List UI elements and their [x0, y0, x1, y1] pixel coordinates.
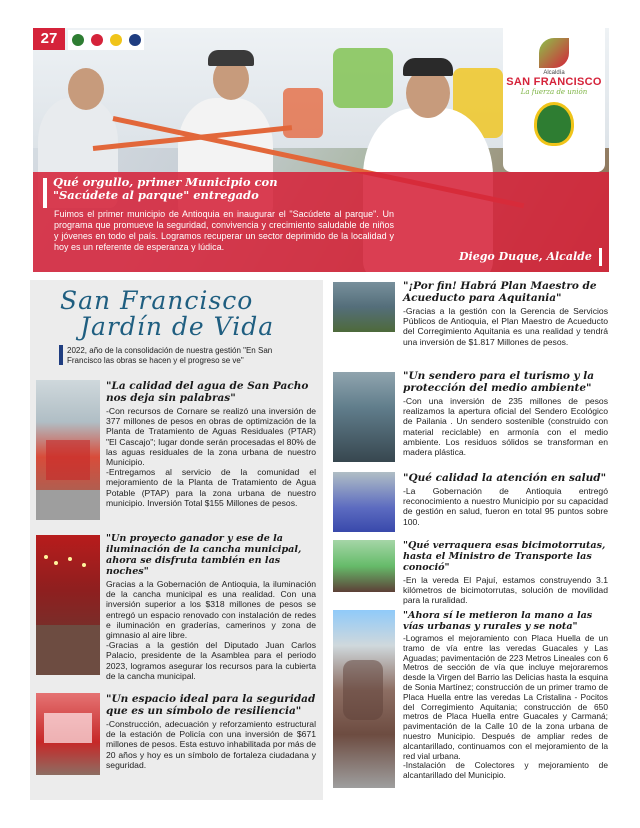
photo-aqueduct: [333, 282, 395, 332]
article-bike-routes: [403, 540, 608, 606]
article-photo-street: [36, 380, 100, 520]
article-title: "Qué calidad la atención en salud": [403, 472, 607, 484]
leaf-logo-icon: [539, 38, 569, 68]
article-water-quality: [106, 380, 316, 508]
signature-accent-bar: [599, 248, 602, 266]
script-title-line2: Jardín de Vida: [80, 312, 275, 341]
photo-bike-routes: [333, 540, 395, 592]
photo-trail: [333, 372, 395, 462]
article-photo-police-station: [36, 693, 100, 775]
logo-icon: [91, 34, 103, 46]
tagline: 2022, año de la consolidación de nuestra gestión "En San Francisco las obras se hacen y el progreso se ve": [67, 346, 273, 365]
brand-slogan: La fuerza de unión: [520, 88, 588, 96]
article-body: -Con una inversión de 235 millones de pesos realizamos la apertura oficial del Sendero Ecológico de Pailania . Un sendero sostenible (construido con material reciclable) en armonía con el medio ambiente. Los residuos sólidos se transforman en madera plástica.: [403, 396, 608, 458]
partner-logos: [68, 30, 144, 50]
page-number: 27: [33, 28, 65, 50]
article-body: -Logramos el mejoramiento con Placa Huella de un tramo de vía entre las veredas Guacales y Las Aguadas; pavimentación de 223 Metros Lineales con 6 Metros de sección de vía que incluye mejoraremos desde la Virgen del Barrio las Delicias hasta la esquina de Sonia Martínez; construcción de un primer tramo de Placa Huella entre las veredas La Cristalina - Pocitos del Corregimiento Aquitania; construcción de 650 metros de Placa Huella entre Guacales y Carmaná; pavimentación de la Calle 10 de la zona urbana de nuestro Municipio. Después de ampliar redes de alcantarillado, continuamos con el mejoramiento de la red vial urbana. -Instalación de Colectores y mejoramiento de alcantarillado del Municipio.: [403, 633, 608, 781]
article-body: -La Gobernación de Antioquia entregó reconocimiento a nuestro Municipio por su capacidad de gestión en salud, fueron en total 95 puntos sobre 100.: [403, 486, 608, 527]
article-title: "¡Por fin! Habrá Plan Maestro de Acueducto para Aquitania": [403, 280, 597, 304]
brand-small-text: Alcaldía: [543, 70, 565, 76]
article-title: "Un proyecto ganador y ese de la iluminación de la cancha municipal, ahora se disfruta también en las noches": [106, 533, 302, 577]
photo-roads: [333, 610, 395, 788]
brand-name: SAN FRANCISCO: [506, 76, 602, 88]
article-title: "La calidad del agua de San Pacho nos deja sin palabras": [106, 380, 309, 404]
photo-health: [333, 472, 395, 532]
logo-icon: [129, 34, 141, 46]
hero-caption-band: [33, 172, 609, 272]
article-title: "Un espacio ideal para la seguridad que es un símbolo de resiliencia": [106, 693, 316, 717]
article-roads: [403, 610, 608, 781]
tagline-accent-bar: [59, 345, 63, 365]
coat-of-arms-icon: [534, 102, 574, 146]
article-police-station: [106, 693, 316, 770]
script-title: [60, 288, 300, 340]
article-body: -Gracias a la gestión con la Gerencia de Servicios Públicos de Antioquia, el Plan Maestro de Acueducto del Corregimiento Aquitania es una realidad y tendrá una inversión de $1.817 Millones de pesos.: [403, 306, 608, 347]
article-body: -Con recursos de Cornare se realizó una inversión de 377 millones de pesos en obras de optimización de la Planta de Tratamiento de Aguas Residuales (PTAR) "El Cascajo"; lugar donde serán procesadas el 80% de las aguas residuales de la zona urbana de nuestro Municipio. -Entregamos al servicio de la comunidad el mejoramiento de la Planta de Tratamiento de Agua Potable (PTAP) para la zona urbana de nuestro municipio. Inversión Total $155 Millones de pesos.: [106, 406, 316, 508]
article-title: "Qué verraquera esas bicimotorrutas, hasta el Ministro de Transporte las conoció": [403, 540, 606, 573]
article-stadium-lighting: [106, 533, 316, 681]
left-panel: [30, 280, 323, 800]
article-aqueduct: [403, 280, 608, 347]
article-photo-stadium: [36, 535, 100, 675]
article-body: -En la vereda El Pajuí, estamos construyendo 3.1 kilómetros de bicimotorrutas, solución de movilidad para la ruralidad.: [403, 575, 608, 606]
municipality-brand: [503, 28, 605, 172]
logo-icon: [72, 34, 84, 46]
script-title-line1: San Francisco: [60, 286, 254, 315]
hero-signature: Diego Duque, Alcalde: [459, 250, 592, 263]
caption-accent-bar: [43, 178, 47, 208]
article-trail: [403, 370, 608, 457]
article-body: -Construcción, adecuación y reforzamiento estructural de la estación de Policía con una inversión de $671 millones de pesos. Esta estuvo inhabilitada por más de 20 años y hoy es un símbolo de fortaleza ciudadana y seguridad.: [106, 719, 316, 770]
logo-icon: [110, 34, 122, 46]
article-title: "Ahora sí le metieron la mano a las vías urbanas y rurales y se nota": [403, 610, 593, 632]
hero-body: Fuimos el primer municipio de Antioquia en inaugurar el "Sacúdete al parque". Un programa que promueve la seguridad, convivencia y crecimiento saludable de niños y jóvenes en todo el país. Logramos recuperar un sector deprimido de la localidad y hoy es un referente de esperanza y lúdica.: [54, 209, 394, 252]
article-title: "Un sendero para el turismo y la protección del medio ambiente": [403, 370, 595, 394]
hero-title: Qué orgullo, primer Municipio con "Sacúdete al parque" entregado: [53, 175, 278, 202]
article-health: [403, 472, 608, 527]
article-body: Gracias a la Gobernación de Antioquia, la iluminación de la cancha municipal es una realidad. Con una inversión superior a los $318 millones de pesos se entregó un espacio renovado con instalación de redes e iluminación en graderías, camerinos y zona de gimnasio al aire libre. -Gracias a la gestión del Diputado Juan Carlos Palacio, presidente de la Asamblea para el periodo 2023, logramos asegurar los recursos para la cubierta de la cancha municipal.: [106, 579, 316, 681]
